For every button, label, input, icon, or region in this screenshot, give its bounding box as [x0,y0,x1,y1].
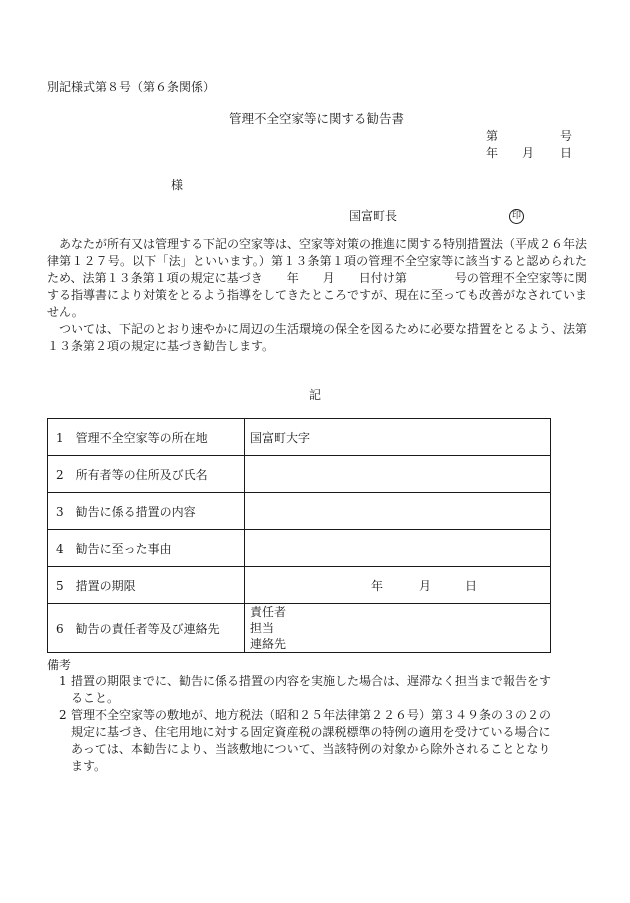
note-text: 管理不全空家等の敷地が、地方税法（昭和２５年法律第２２６号）第３４９条の３の２の規定に基づき、住宅用地に対する固定資産税の課税標準の特例の適用を受けている場合にあっては、本勧告により、当該敷地について、当該特例の対象から除外されることとなります。 [71,708,552,773]
table-row [48,456,551,493]
note-number: 1 [59,674,67,688]
deadline-year-label: 年 [371,579,384,593]
form-label: 別記様式第８号（第６条関係） [47,80,216,94]
row-value: 国富町大字 [245,419,551,456]
sender-name: 国富町長 [349,209,398,223]
row-value [245,456,551,493]
seal-mark: 印 [509,209,524,224]
ki-heading: 記 [309,388,322,402]
deadline-month-label: 月 [419,579,432,593]
date-month-label: 月 [522,146,535,160]
contact-info: 連絡先 [250,637,287,651]
note-item [47,673,557,707]
deadline-cell [245,567,551,604]
contact-staff: 担当 [250,621,275,635]
row-label: 5 措置の期限 [48,567,245,604]
table-row [48,567,551,604]
row-label: 1 管理不全空家等の所在地 [48,419,245,456]
addressee-suffix: 様 [171,178,184,192]
contact-responsible: 責任者 [250,605,287,619]
details-table [47,418,551,653]
deadline-day-label: 日 [465,579,478,593]
number-prefix: 第 [486,129,499,143]
date-day-label: 日 [560,146,573,160]
row-label: 3 勧告に係る措置の内容 [48,493,245,530]
body-paragraph-1: あなたが所有又は管理する下記の空家等は、空家等対策の推進に関する特別措置法（平成２６年法律第１２７号。以下「法」といいます。）第１３条第１項の管理不全空家等に該当すると認められたため、法第１３条第１項の規定に基づき 年 月 日付け第 号の管理不全空家等に関する指導書により対策をとるよう指導をしてきたところですが、現在に至っても改善がなされていません。 [47,237,588,319]
table-row [48,530,551,567]
table-row [48,604,551,653]
row-label: 2 所有者等の住所及び氏名 [48,456,245,493]
row-value [245,493,551,530]
table-row [48,493,551,530]
document-title: 管理不全空家等に関する勧告書 [229,111,405,126]
note-item [47,707,557,775]
date-year-label: 年 [486,146,499,160]
notes-heading: 備考 [47,658,72,672]
notes-list [47,673,557,775]
note-number: 2 [59,708,67,722]
row-label: 6 勧告の責任者等及び連絡先 [48,604,245,653]
table-row [48,419,551,456]
row-label: 4 勧告に至った事由 [48,530,245,567]
row-value [245,530,551,567]
number-suffix: 号 [560,129,573,143]
note-text: 措置の期限までに、勧告に係る措置の内容を実施した場合は、遅滞なく担当まで報告をすること。 [71,674,552,705]
body-paragraph-2: ついては、下記のとおり速やかに周辺の生活環境の保全を図るために必要な措置をとるよう、法第１３条第２項の規定に基づき勧告します。 [47,322,588,353]
contact-cell [245,604,551,653]
